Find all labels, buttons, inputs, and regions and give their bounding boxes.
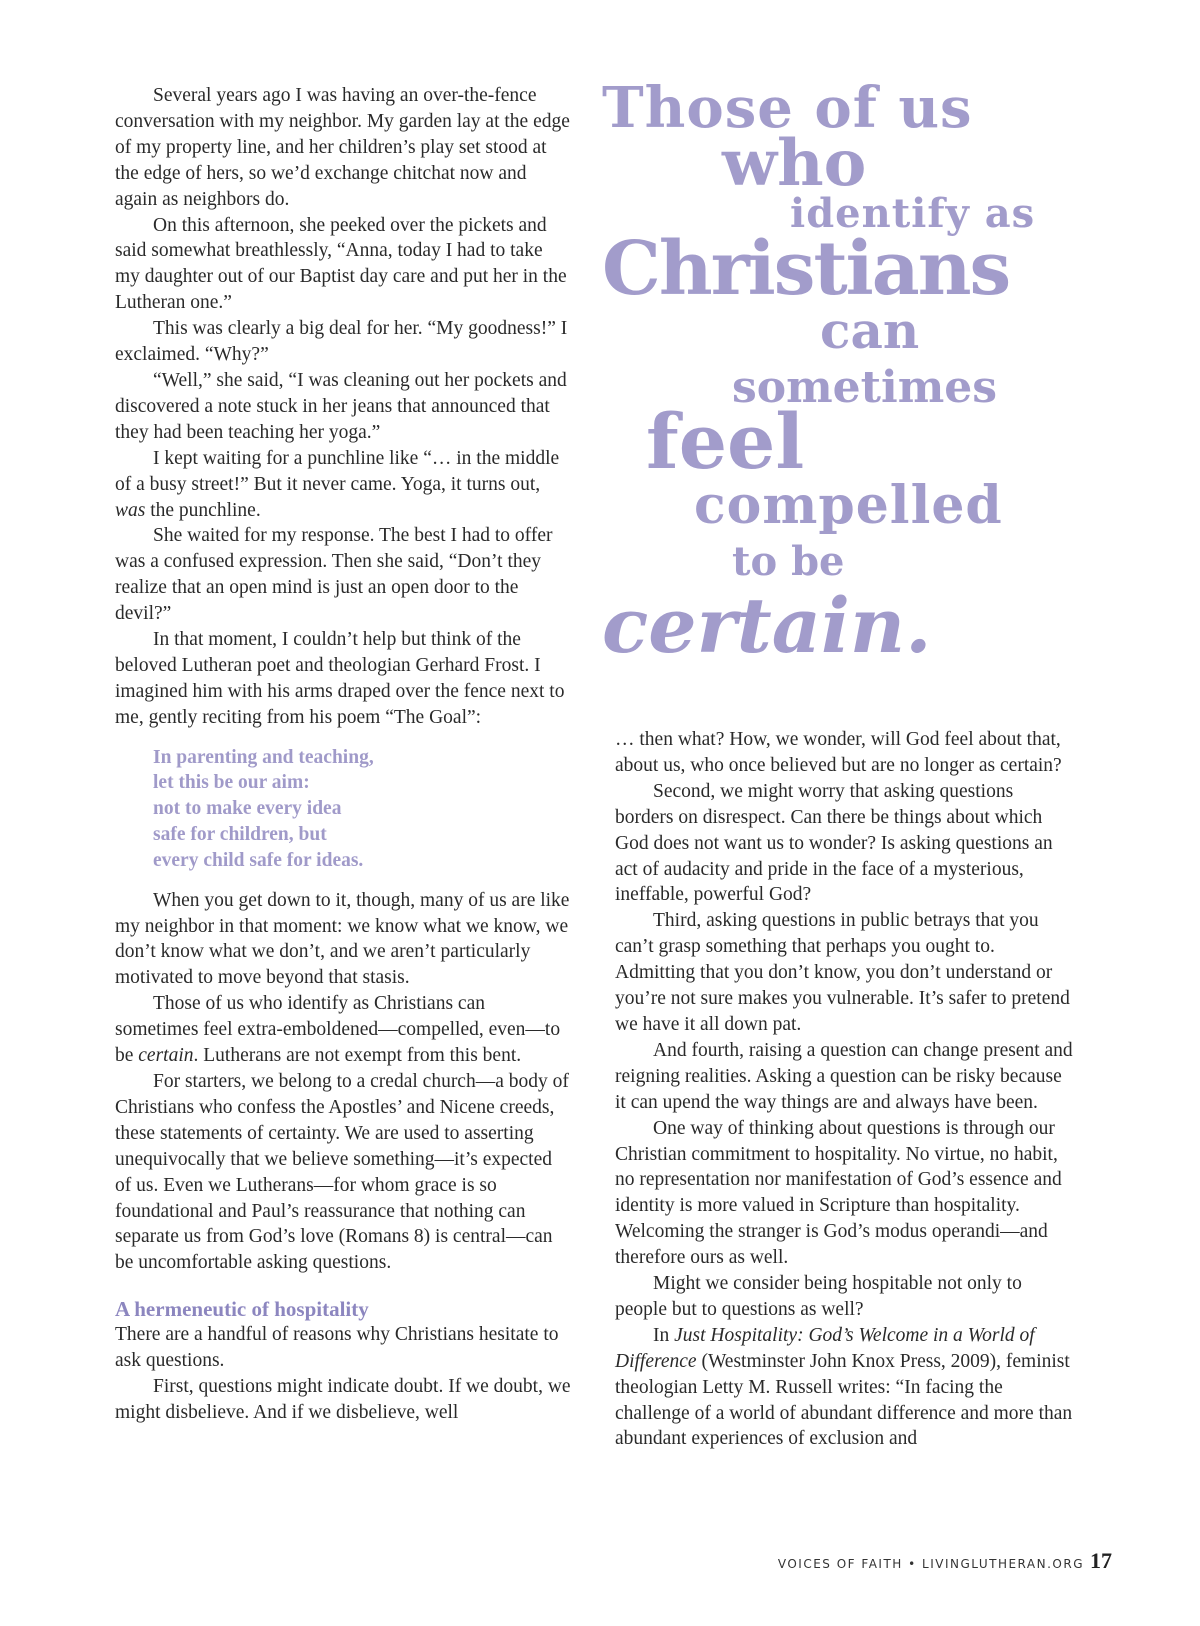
poem-line: every child safe for ideas. — [153, 849, 364, 871]
footer-text: VOICES OF FAITH • LIVINGLUTHERAN.ORG — [777, 1557, 1084, 1571]
pull-quote-line: feel — [646, 397, 805, 486]
pull-quote-line: Those of us — [602, 75, 973, 141]
body-paragraph: This was clearly a big deal for her. “My goodness!” I exclaimed. “Why?” — [115, 318, 568, 366]
body-paragraph: In Just Hospitality: God’s Welcome in a World of Difference (Westminster John Knox Press, 2009), feminist theologian Letty M. Russell writes: “In facing the challenge of a world of abundant difference and more than abundant experiences of exclusion and — [615, 1324, 1073, 1450]
body-paragraph: Third, asking questions in public betrays that you can’t grasp something that perhaps you ought to. Admitting that you don’t know, you don’t understand or you’re not sure makes you vulnerable. It’s safer to pretend we have it all down pat. — [615, 910, 1070, 1035]
pull-quote-line: Christians — [602, 226, 1010, 312]
poem-quote — [153, 745, 571, 874]
body-paragraph: First, questions might indicate doubt. If we doubt, we might disbelieve. And if we disbelieve, well — [115, 1376, 571, 1423]
poem-line: In parenting and teaching, — [153, 746, 374, 768]
right-column — [615, 727, 1075, 1452]
poem-line: safe for children, but — [153, 824, 327, 846]
page-number: 17 — [1090, 1548, 1112, 1573]
body-paragraph: In that moment, I couldn’t help but think of the beloved Lutheran poet and theologian Gerhard Frost. I imagined him with his arms draped over the fence next to me, gently reciting from his poem “The Goal”: — [115, 629, 565, 728]
body-paragraph: On this afternoon, she peeked over the pickets and said somewhat breathlessly, “Anna, today I had to take my daughter out of our Baptist day care and put her in the Lutheran one.” — [115, 214, 567, 314]
pull-quote-line: identify as — [790, 190, 1036, 237]
body-paragraph: One way of thinking about questions is through our Christian commitment to hospitality. No virtue, no habit, no representation nor manifestation of God’s essence and identity is more valued in Scripture than hospitality. Welcoming the stranger is God’s modus operandi—and therefore ours as well. — [615, 1117, 1062, 1269]
body-paragraph: And fourth, raising a question can change present and reigning realities. Asking a question can be risky because it can upend the way things are and always have been. — [615, 1039, 1073, 1113]
pull-quote-line: who — [722, 126, 867, 201]
section-subhead: A hermeneutic of hospitality — [115, 1297, 369, 1322]
pull-quote-line: certain. — [602, 581, 932, 670]
body-paragraph: There are a handful of reasons why Christians hesitate to ask questions. — [115, 1324, 559, 1372]
body-paragraph: Second, we might worry that asking questions borders on disrespect. Can there be things about which God does not want us to wonder? Is asking questions an act of audacity and pride in the face of a mysterious, ineffable, powerful God? — [615, 780, 1053, 906]
body-paragraph: Those of us who identify as Christians can sometimes feel extra-emboldened—compelled, even—to be certain. Lutherans are not exempt from this bent. — [115, 993, 561, 1067]
poem-line: let this be our aim: — [153, 772, 310, 794]
pull-quote-line: to be — [732, 538, 845, 585]
pull-quote-line: can — [820, 301, 920, 360]
poem-line: not to make every idea — [153, 798, 342, 820]
pull-quote-line: sometimes — [732, 362, 998, 413]
pull-quote — [602, 72, 1090, 712]
page-footer — [778, 1548, 1112, 1574]
emphasis: certain — [138, 1045, 194, 1067]
body-paragraph: For starters, we belong to a credal church—a body of Christians who confess the Apostles’ and Nicene creeds, these statements of certainty. We are used to asserting unequivocally that we believe something—it’s expected of us. Even we Lutherans—for whom grace is so foundational and Paul’s reassurance that nothing can separate us from God’s love (Romans 8) is central—can be uncomfortable asking questions. — [115, 1070, 569, 1274]
body-paragraph: When you get down to it, though, many of us are like my neighbor in that moment: we know what we know, we don’t know what we don’t, and we aren’t particularly motivated to move beyond that stasis. — [115, 889, 570, 989]
left-column — [115, 83, 571, 1426]
body-paragraph: I kept waiting for a punchline like “… in the middle of a busy street!” But it never came. Yoga, it turns out, was the punchline. — [115, 447, 560, 521]
pull-quote-line: compelled — [694, 475, 1003, 536]
body-paragraph: … then what? How, we wonder, will God feel about that, about us, who once believed but are no longer as certain? — [615, 729, 1062, 776]
body-paragraph: Might we consider being hospitable not only to people but to questions as well? — [615, 1273, 1022, 1320]
body-paragraph: She waited for my response. The best I had to offer was a confused expression. Then she said, “Don’t they realize that an open mind is just an open door to the devil?” — [115, 525, 553, 625]
book-title: Just Hospitality: God’s Welcome in a World of Difference — [615, 1324, 1035, 1372]
emphasis: was — [115, 499, 146, 521]
body-paragraph: “Well,” she said, “I was cleaning out her pockets and discovered a note stuck in her jeans that announced that they had been teaching her yoga.” — [115, 369, 567, 443]
body-paragraph: Several years ago I was having an over-the-fence conversation with my neighbor. My garden lay at the edge of my property line, and her children’s play set stood at the edge of hers, so we’d exchange chitchat now and again as neighbors do. — [115, 85, 570, 210]
